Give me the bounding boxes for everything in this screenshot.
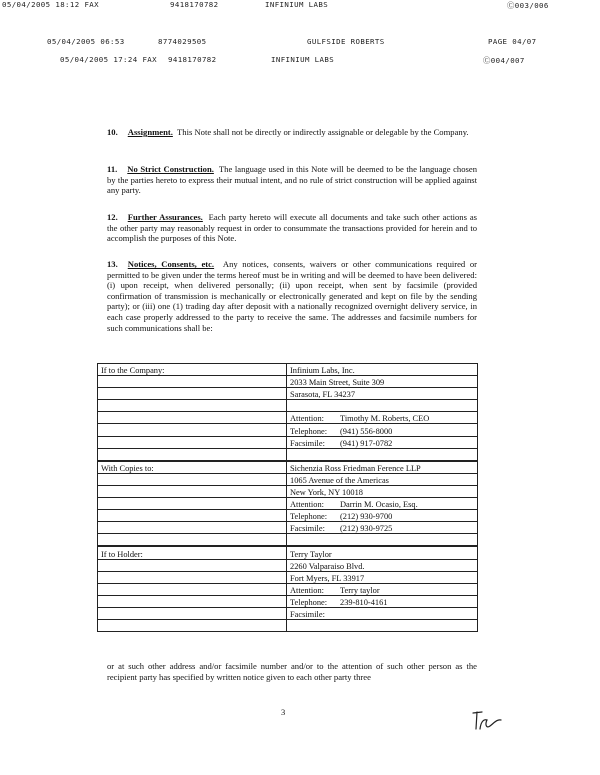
section-heading: Notices, Consents, etc.: [127, 259, 215, 269]
section-text: The language used in this Note will be deemed to be the language chosen by the parties hereto to express their mutual intent, and no rule of strict construction will be applied against any party.: [107, 164, 477, 196]
section-11: [107, 164, 477, 196]
table-row: [98, 498, 478, 510]
telephone-label: Telephone:: [290, 597, 328, 607]
section-heading: Further Assurances.: [127, 212, 203, 222]
copies-city: New York, NY 10018: [287, 485, 478, 497]
section-heading: Assignment.: [127, 127, 173, 137]
section-number: 12.: [107, 212, 118, 222]
fax-date: 05/04/2005 18:12 FAX: [2, 0, 99, 9]
holder-name: Terry Taylor: [287, 546, 478, 559]
telephone-label: Telephone:: [290, 426, 328, 436]
fax-page: Ⓒ003/006: [507, 1, 549, 10]
table-row: [98, 376, 478, 388]
company-name: Infinium Labs, Inc.: [287, 364, 478, 376]
holder-city: Fort Myers, FL 33917: [287, 571, 478, 583]
attention-label: Attention:: [290, 500, 324, 510]
section-10: [107, 127, 477, 138]
notice-address-table: [97, 363, 478, 632]
company-street: 2033 Main Street, Suite 309: [287, 376, 478, 388]
company-facsimile: (941) 917-0782: [340, 438, 393, 448]
facsimile-label: Facsimile:: [290, 524, 325, 534]
section-number: 13.: [107, 259, 118, 269]
table-row: [98, 583, 478, 595]
section-12: [107, 212, 477, 244]
table-row: [98, 364, 478, 376]
holder-telephone: 239-810-4161: [340, 597, 388, 607]
telephone-label: Telephone:: [290, 512, 328, 522]
section-heading: No Strict Construction.: [127, 164, 214, 174]
table-row: [98, 388, 478, 400]
page-number: 3: [281, 707, 286, 717]
company-telephone: (941) 556-8000: [340, 426, 393, 436]
fax-number: 9418170782: [168, 55, 217, 64]
table-row: [98, 522, 478, 534]
section-13: [107, 259, 477, 333]
initials-signature-icon: [470, 707, 504, 735]
section-text: Any notices, consents, waivers or other communications required or permitted to be given under the terms hereof must be in writing and will be deemed to have been delivered: (i) upon receipt, when delivered personally; (ii) upon receipt, when sent by facsimile (provided confirmation of transmission is mechanically or electronically generated and kept on file by the sending party); or (iii) one (1) trading day after deposit with a nationally recognized overnight delivery service, in each case properly addressed to the party to receive the same. The addresses and facsimile numbers for such communications shall be:: [107, 259, 478, 333]
section-number: 11.: [107, 164, 118, 174]
fax-number: 8774029505: [158, 37, 207, 46]
holder-label: If to Holder:: [98, 546, 287, 559]
table-row: [98, 607, 478, 619]
fax-page: Ⓒ004/007: [483, 56, 525, 65]
attention-label: Attention:: [290, 414, 324, 424]
section-text: This Note shall not be directly or indirectly assignable or delegable by the Company.: [177, 127, 469, 137]
fax-page: PAGE 04/07: [488, 37, 537, 46]
table-row: [98, 619, 478, 631]
table-row: [98, 436, 478, 448]
copies-telephone: (212) 930-9700: [340, 512, 393, 522]
fax-number: 9418170782: [170, 0, 219, 9]
holder-street: 2260 Valparaiso Blvd.: [287, 559, 478, 571]
table-row: [98, 559, 478, 571]
copies-street: 1065 Avenue of the Americas: [287, 473, 478, 485]
attention-label: Attention:: [290, 585, 324, 595]
copies-attention: Darrin M. Ocasio, Esq.: [340, 500, 418, 510]
fax-sender: GULFSIDE ROBERTS: [307, 37, 385, 46]
table-row: [98, 510, 478, 522]
section-number: 10.: [107, 127, 118, 137]
section-text: Each party hereto will execute all documents and take such other actions as the other party may reasonably request in order to consummate the transactions provided for herein and to accomplish the purposes of this Note.: [107, 212, 477, 244]
table-row: [98, 595, 478, 607]
fax-date: 05/04/2005 06:53: [47, 37, 125, 46]
table-row: [98, 461, 478, 474]
table-row: [98, 485, 478, 497]
fax-date: 05/04/2005 17:24 FAX: [60, 55, 157, 64]
fax-sender: INFINIUM LABS: [265, 0, 329, 9]
copies-name: Sichenzia Ross Friedman Ference LLP: [287, 461, 478, 474]
company-city: Sarasota, FL 34237: [287, 388, 478, 400]
company-label: If to the Company:: [98, 364, 287, 376]
table-row: [98, 571, 478, 583]
table-row: [98, 546, 478, 559]
table-row: [98, 473, 478, 485]
table-row: [98, 412, 478, 424]
facsimile-label: Facsimile:: [290, 609, 325, 619]
facsimile-label: Facsimile:: [290, 438, 325, 448]
holder-attention: Terry taylor: [340, 585, 380, 595]
table-row: [98, 448, 478, 461]
handwritten-initials: [470, 707, 504, 740]
copies-facsimile: (212) 930-9725: [340, 524, 393, 534]
table-row: [98, 400, 478, 412]
copies-label: With Copies to:: [98, 461, 287, 474]
company-attention: Timothy M. Roberts, CEO: [340, 414, 430, 424]
table-row: [98, 424, 478, 436]
closing-paragraph: or at such other address and/or facsimile number and/or to the attention of such other person as the recipient party has specified by written notice given to each other party three: [107, 661, 477, 682]
fax-sender: INFINIUM LABS: [271, 55, 335, 64]
table-row: [98, 534, 478, 547]
